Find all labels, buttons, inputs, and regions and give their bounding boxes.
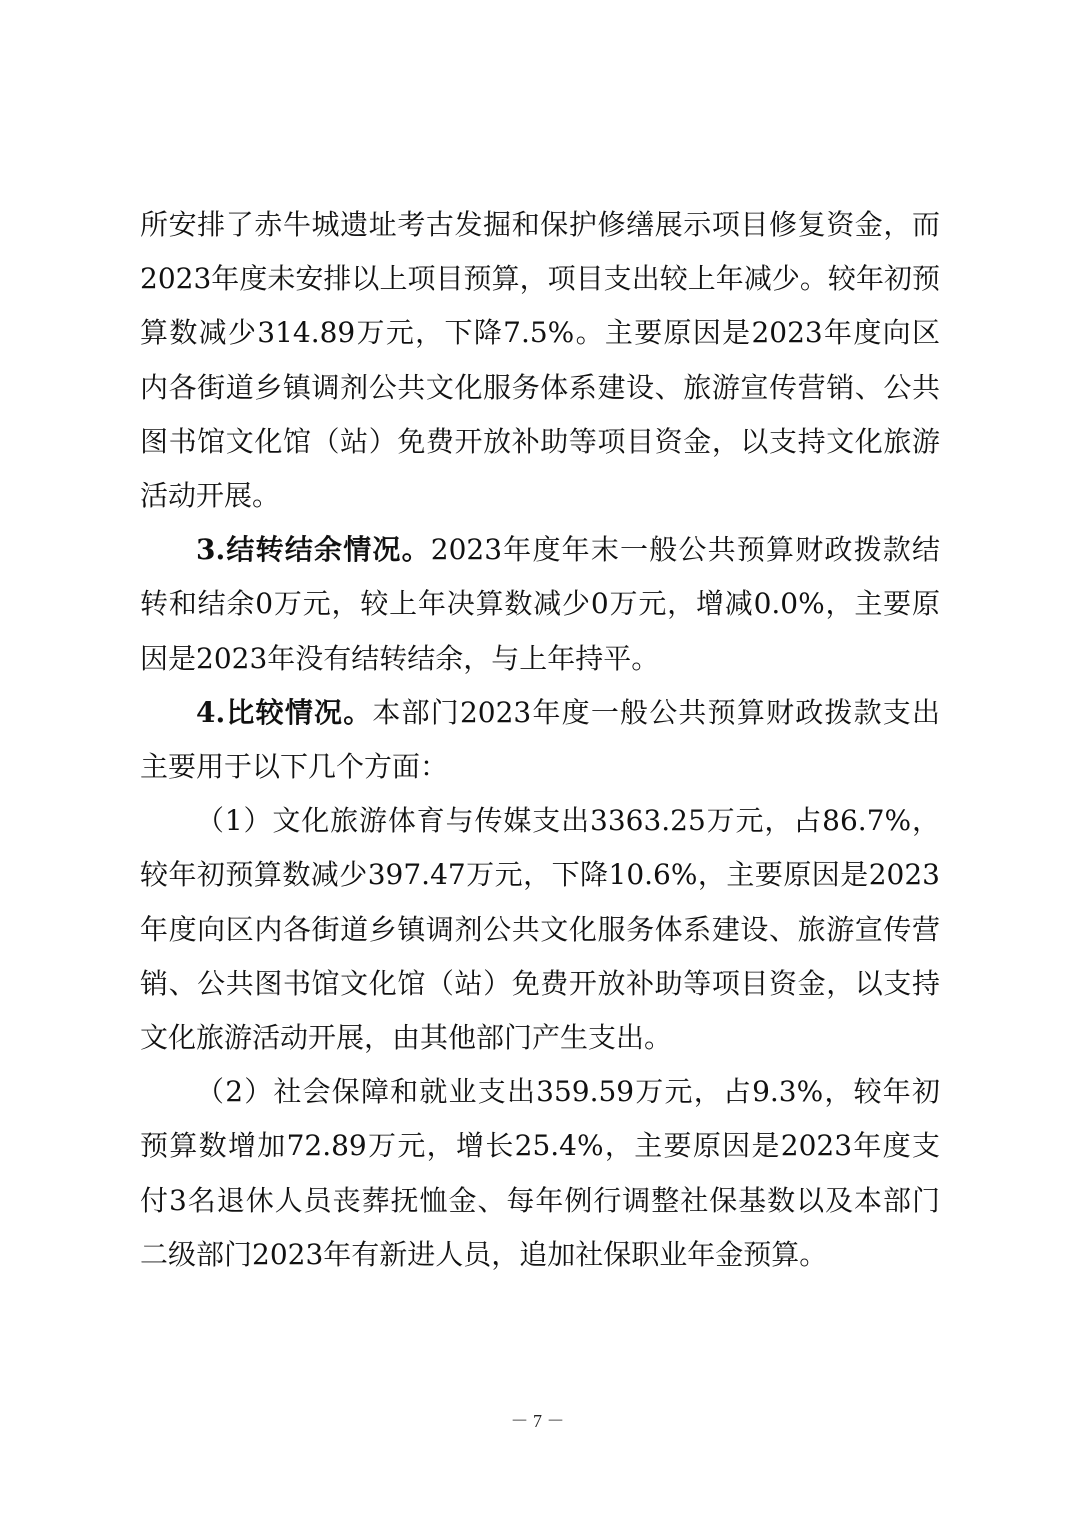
page-number: － 7 － xyxy=(510,1411,565,1431)
paragraph-carryover xyxy=(140,523,940,686)
paragraph-item-2 xyxy=(140,1065,940,1282)
section-heading-carryover: 3.结转结余情况。 xyxy=(196,533,431,567)
paragraph-item-2-text: （2）社会保障和就业支出359.59万元，占9.3%，较年初预算数增加72.89万元，增长25.4%，主要原因是2023年度支付3名退休人员丧葬抚恤金、每年例行调整社保基数以及本部门二级部门2023年有新进人员，追加社保职业年金预算。 xyxy=(140,1075,940,1271)
body-text xyxy=(140,198,940,1282)
section-heading-comparison: 4.比较情况。 xyxy=(196,695,373,729)
paragraph-comparison-text: 本部门2023年度一般公共预算财政拨款支出主要用于以下几个方面： xyxy=(140,695,940,784)
paragraph-carryover-text: 2023年度年末一般公共预算财政拨款结转和结余0万元，较上年决算数减少0万元，增减0.0%，主要原因是2023年没有结转结余，与上年持平。 xyxy=(140,533,940,675)
paragraph-1-text: 所安排了赤牛城遗址考古发掘和保护修缮展示项目修复资金，而2023年度未安排以上项目预算，项目支出较上年减少。较年初预算数减少314.89万元，下降7.5%。主要原因是2023年度向区内各街道乡镇调剂公共文化服务体系建设、旅游宣传营销、公共图书馆文化馆（站）免费开放补助等项目资金，以支持文化旅游活动开展。 xyxy=(140,208,940,513)
paragraph-item-1 xyxy=(140,794,940,1065)
paragraph-1 xyxy=(140,198,940,523)
paragraph-comparison xyxy=(140,686,940,794)
paragraph-item-1-text: （1）文化旅游体育与传媒支出3363.25万元，占86.7%，较年初预算数减少397.47万元，下降10.6%，主要原因是2023年度向区内各街道乡镇调剂公共文化服务体系建设、旅游宣传营销、公共图书馆文化馆（站）免费开放补助等项目资金，以支持文化旅游活动开展，由其他部门产生支出。 xyxy=(140,804,940,1055)
